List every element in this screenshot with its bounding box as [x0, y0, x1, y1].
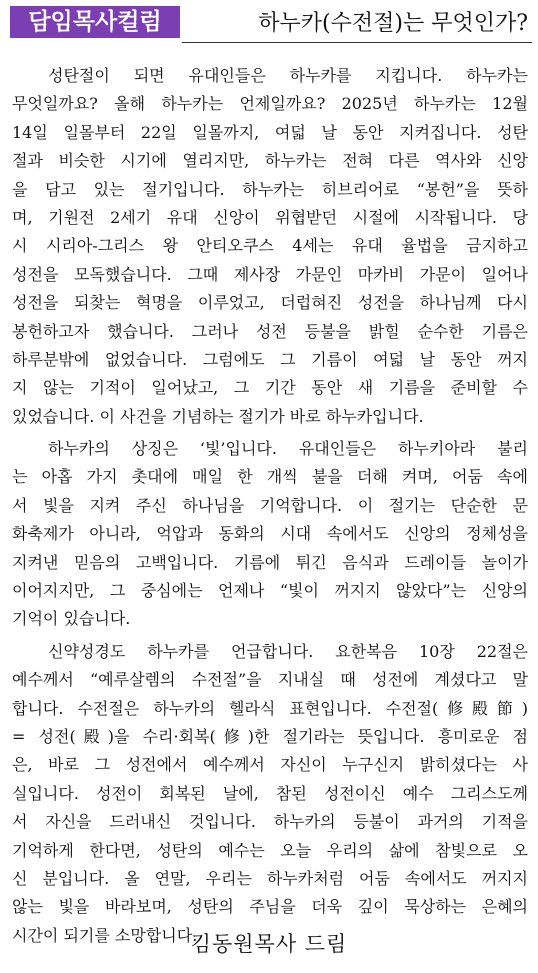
column-header — [0, 0, 538, 46]
paragraph-line: 봉헌하고자 했습니다. 그러나 성전 등불을 밝힐 순수한 기름은 — [12, 321, 528, 341]
paragraph-line: 며, 기원전 2세기 유대 신앙이 위협받던 시절에 시작됩니다. 당 — [12, 207, 528, 227]
paragraph-line: 있었습니다. 이 사건을 기념하는 절기가 바로 하누카입니다. — [12, 406, 424, 426]
article-body — [12, 62, 528, 954]
author-signature: 김동원목사 드림 — [190, 932, 348, 956]
article-paragraph — [12, 62, 528, 431]
column-label-badge: 담임목사컬럼 — [10, 6, 180, 38]
paragraph-line: 신약성경도 하누카를 언급합니다. 요한복음 10장 22절은 — [48, 641, 528, 661]
paragraph-line: 않는 빛을 바라보며, 성탄의 주님을 더욱 깊이 묵상하는 은혜의 — [12, 897, 528, 917]
paragraph-line: 시 시리아-그리스 왕 안티오쿠스 4세는 유대 율법을 금지하고 — [12, 236, 528, 256]
header-divider — [182, 42, 532, 43]
paragraph-line: 이어지지만, 그 중심에는 언제나 “빛이 꺼지지 않았다”는 신앙의 — [12, 581, 528, 601]
paragraph-line: 무엇일까요? 올해 하누카는 언제일까요? 2025년 하누카는 12월 — [12, 94, 528, 114]
paragraph-line: = 성전(殿)을 수리·회복(修)한 절기라는 뜻입니다. 흥미로운 점 — [12, 726, 528, 746]
article-paragraph — [12, 435, 528, 634]
paragraph-line: 절과 비슷한 시기에 열리지만, 하누카는 전혀 다른 역사와 신앙 — [12, 151, 528, 171]
article-paragraph — [12, 638, 528, 950]
paragraph-line: 성탄절이 되면 유대인들은 하누카를 지킵니다. 하누카는 — [48, 66, 528, 85]
paragraph-line: 14일 일몰부터 22일 일몰까지, 여덟 날 동안 지켜집니다. 성탄 — [12, 122, 528, 142]
paragraph-line: 성전을 되찾는 혁명을 이루었고, 더럽혀진 성전을 하나님께 다시 — [12, 293, 528, 313]
paragraph-line: 는 아홉 가지 촛대에 매일 한 개씩 불을 더해 켜며, 어둠 속에 — [12, 467, 528, 487]
paragraph-line: 서 자신을 드러내신 것입니다. 하누카의 등불이 과거의 기적을 — [12, 812, 528, 832]
paragraph-line: 시간이 되기를 소망합니다. — [12, 925, 198, 945]
paragraph-line: 신 분입니다. 올 연말, 우리는 하누카처럼 어둠 속에서도 꺼지지 — [12, 868, 528, 888]
paragraph-line: 기억이 있습니다. — [12, 609, 131, 629]
paragraph-line: 지 않는 기적이 일어났고, 그 기간 동안 새 기름을 준비할 수 — [12, 378, 528, 398]
paragraph-line: 지켜낸 믿음의 고백입니다. 기름에 튀긴 음식과 드레이들 놀이가 — [12, 552, 528, 572]
paragraph-line: 예수께서 “예루살렘의 수전절”을 지내실 때 성전에 계셨다고 말 — [12, 670, 528, 690]
paragraph-line: 화축제가 아니라, 억압과 동화의 시대 속에서도 신앙의 정체성을 — [12, 524, 528, 544]
paragraph-line: 은, 바로 그 성전에서 예수께서 자신이 누구신지 밝히셨다는 사 — [12, 755, 528, 775]
paragraph-line: 합니다. 수전절은 하누카의 헬라식 표현입니다. 수전절(修殿節) — [12, 698, 528, 718]
article-title: 하누카(수전절)는 무엇인가? — [258, 11, 528, 36]
paragraph-line: 을 담고 있는 절기입니다. 하누카는 히브리어로 “봉헌”을 뜻하 — [12, 179, 528, 199]
paragraph-line: 기억하게 한다면, 성탄의 예수는 오늘 우리의 삶에 참빛으로 오 — [12, 840, 528, 860]
paragraph-line: 하누카의 상징은 ‘빛’입니다. 유대인들은 하누키아라 불리 — [48, 439, 528, 459]
paragraph-line: 하루분밖에 없었습니다. 그럼에도 그 기름이 여덟 날 동안 꺼지 — [12, 349, 528, 369]
paragraph-line: 서 빛을 지켜 주신 하나님을 기억합니다. 이 절기는 단순한 문 — [12, 495, 528, 515]
paragraph-line: 실입니다. 성전이 회복된 날에, 참된 성전이신 예수 그리스도께 — [12, 783, 528, 803]
paragraph-line: 성전을 모독했습니다. 그때 제사장 가문인 마카비 가문이 일어나 — [12, 264, 528, 284]
